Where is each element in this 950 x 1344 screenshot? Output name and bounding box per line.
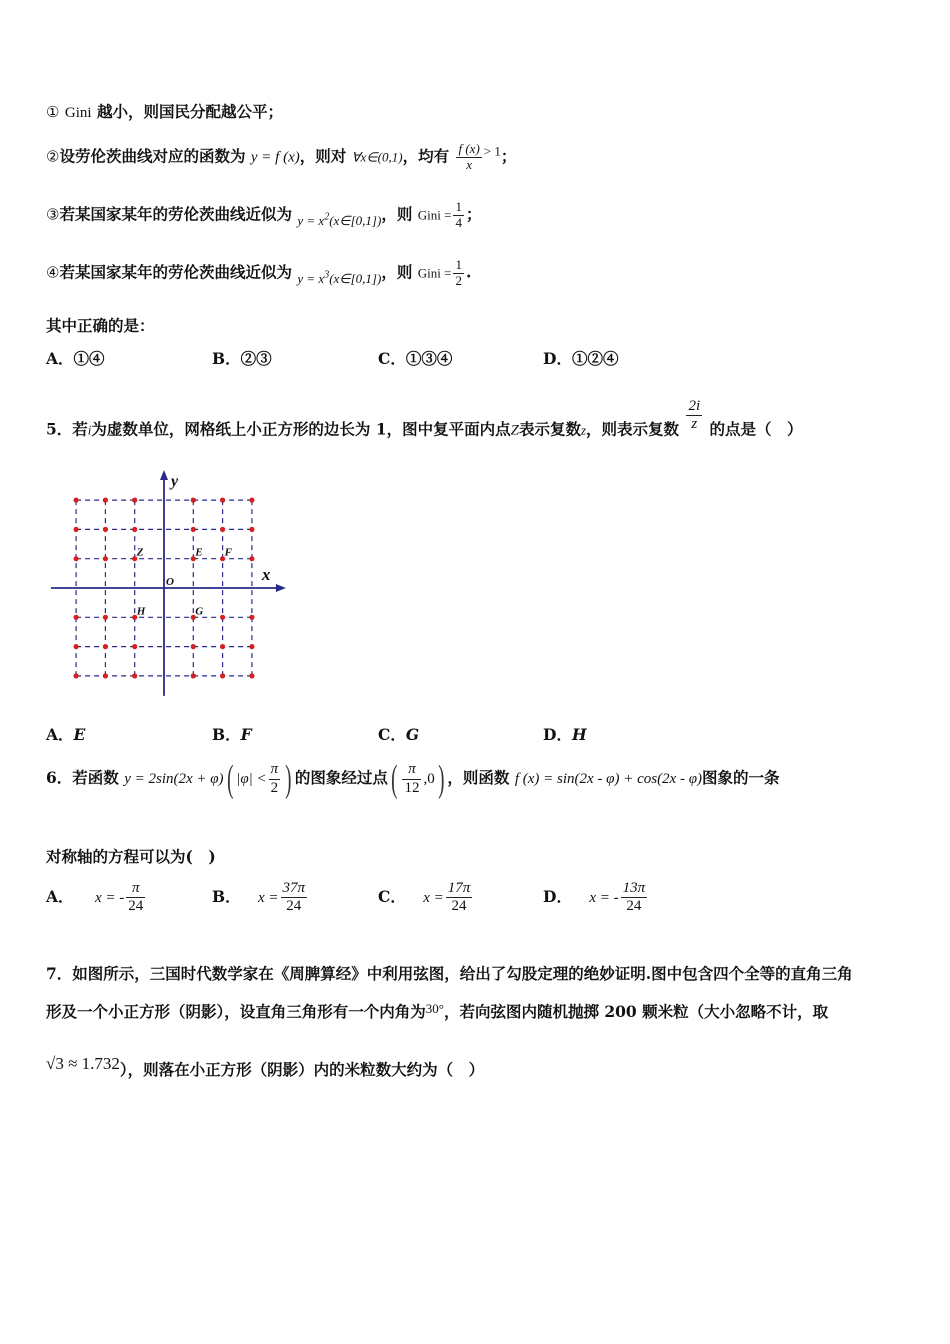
q4-choice-d[interactable]: D．①②④ [543,349,619,368]
grid-dot [132,644,137,649]
q5-math-i: i [87,422,92,438]
grid-dot [191,673,196,678]
q6-stem [46,760,780,798]
s3-math-b: (x∈[0,1]) [329,213,382,229]
grid-dot [103,527,108,532]
s2-text-a: 设劳伦茨曲线对应的函数为 [59,146,246,166]
s3-math-a: y = x [297,213,325,229]
q5-frac-num: 2i [686,398,702,416]
q5-text-e: 的点是（ ） [709,419,803,439]
q5-d-val: H [571,725,587,744]
q4-choice-a[interactable]: A．①④ [46,349,105,368]
grid-dot [132,673,137,678]
q6-choice-d[interactable] [543,880,649,916]
point-label-z: Z [136,546,144,559]
left-paren-2: ( [390,758,398,800]
q4-statement-3 [46,200,481,231]
left-paren: ( [226,758,234,800]
q6-math-b: f (x) = sin(2x - φ) + cos(2x - φ) [514,771,703,787]
s3-math [297,213,381,228]
q6-d-fraction [621,880,648,916]
circled-3: ③ [46,207,60,224]
grid-dot [191,644,196,649]
q6-math-a: y = 2sin(2x + φ) [124,771,224,787]
x-axis-arrow [276,584,286,592]
grid-dot [220,527,225,532]
grid-dot [103,644,108,649]
q6-text-b: 的图象经过点 [294,768,388,787]
q7-line2-a: 形及一个小正方形（阴影），设直角三角形有一个内角为 [46,1002,426,1021]
q5-d-letter: D． [543,725,572,744]
q5-stem [46,398,803,439]
q6-b-fraction [281,880,308,916]
q5-fraction [686,398,702,434]
q6-b-letter: B． [212,886,241,906]
q4-prompt: 其中正确的是： [46,316,155,335]
q6-pt-tail: ,0 [423,771,435,787]
point-label-h: H [136,605,146,618]
q5-text-d: ，则表示复数 [586,419,680,439]
s2-math-b: ∀x∈(0,1) [351,149,403,165]
q5-choice-d[interactable] [543,723,587,745]
complex-plane-diagram [46,465,291,705]
q6-a-num: π [126,880,145,898]
q6-choice-a[interactable] [46,880,147,916]
s2-math-a: y = f (x) [250,149,300,166]
q5-choice-a[interactable] [46,723,85,745]
grid-dot [249,644,254,649]
grid-dot [103,498,108,503]
grid-dot [132,498,137,503]
q6-b-den: 24 [286,898,302,915]
point-label-f: F [224,546,232,559]
q6-cond-a: |φ| < [236,771,267,787]
grid-dot [103,556,108,561]
q4-choice-c[interactable]: C．①③④ [378,349,453,368]
q6-text-a: 6．若函数 [46,768,119,787]
s4-math [297,271,381,286]
grid-dot [220,615,225,620]
s3-text-c: ； [465,204,482,224]
q5-text-a: 5．若 [46,419,88,439]
grid-dot [103,673,108,678]
grid-dot [249,556,254,561]
q6-c-pre: x = [423,889,444,906]
q7-angle: 30° [425,1001,444,1016]
s2-text-c: ，均有 [402,146,450,166]
point-label-g: G [195,605,204,618]
q7-line-2 [46,1000,828,1022]
q6-c-fraction [446,880,473,916]
q6-text-d: 图象的一条 [702,768,780,787]
s3-fraction [453,200,464,231]
grid-dot [74,556,79,561]
s4-frac-num: 1 [455,257,462,272]
s3-exp: 2 [324,212,330,224]
circled-4: ④ [46,265,60,282]
q7-line3-b: ），则落在小正方形（阴影）内的米粒数大约为（ ） [119,1060,485,1079]
q6-point-fraction [402,761,421,797]
q5-math-z: z [580,422,587,438]
q6-choice-c[interactable] [378,880,474,916]
s2-fraction [456,142,481,173]
grid-dot [249,615,254,620]
grid-dot [132,527,137,532]
gini-math: Gini [64,105,92,121]
q5-choice-c[interactable] [378,723,419,745]
s4-frac-den: 2 [455,272,462,288]
q5-b-val: F [240,725,252,744]
circled-1: ① [46,105,60,121]
s4-math-a: y = x [297,271,325,287]
grid-dot [191,498,196,503]
grid-dot [74,498,79,503]
q7-line2-b: ，若向弦图内随机抛掷 200 颗米粒（大小忽略不计，取 [443,1002,829,1021]
q7-line-3 [46,1054,484,1080]
q6-d-num: 13π [621,880,648,898]
q7-sqrt3: √3 ≈ 1.732 [46,1054,120,1073]
q6-c-letter: C． [378,886,406,906]
s3-math-c: Gini = [417,207,452,223]
q6-a-letter: A． [46,886,74,906]
q4-statement-4 [46,258,471,289]
s3-frac-num: 1 [455,199,462,214]
q5-c-letter: C． [378,725,406,744]
q5-choice-b[interactable] [212,723,252,745]
s3-frac-den: 4 [455,214,462,230]
s3-text-a: 若某国家某年的劳伦茨曲线近似为 [59,204,292,224]
s4-exp: 3 [324,270,330,282]
q6-a-den: 24 [128,898,144,915]
y-axis-label: y [171,473,179,490]
q4-statement-1 [46,100,283,122]
q6-pt-num: π [402,761,421,779]
grid-dot [74,527,79,532]
q6-b-num: 37π [281,880,308,898]
s4-text-a: 若某国家某年的劳伦茨曲线近似为 [59,262,292,282]
right-paren: ) [285,758,292,800]
q6-cond-den: 2 [270,779,279,796]
q5-text-b: 为虚数单位，网格纸上小正方形的边长为 1，图中复平面内点 [91,419,511,439]
q6-text-c: ，则函数 [447,768,510,787]
grid-dot [74,673,79,678]
q6-d-letter: D． [543,886,572,906]
q6-c-den: 24 [451,898,467,915]
q5-b-letter: B． [212,725,241,744]
right-paren-2: ) [437,758,445,800]
q6-b-pre: x = [258,889,279,906]
y-axis-arrow [160,470,168,480]
q6-a-fraction [126,880,145,916]
grid-dot [249,527,254,532]
s2-math-c: > 1 [483,143,501,159]
s4-math-c: Gini = [417,265,452,281]
s2-frac-den: x [466,156,473,172]
x-axis-label: x [261,565,271,584]
origin-label: O [166,576,174,588]
grid-dot [249,498,254,503]
q5-text-c: 表示复数 [518,419,581,439]
grid-dot [220,673,225,678]
q7-line-1: 7．如图所示，三国时代数学家在《周脾算经》中利用弦图，给出了勾股定理的绝妙证明.图中包含四个全等的直角三角 [46,964,853,983]
q5-a-letter: A． [46,725,74,744]
q6-cond-fraction [269,761,281,797]
circled-2: ② [46,149,60,166]
point-label-e: E [195,546,203,559]
s4-text-b: ，则 [381,262,413,282]
q6-c-num: 17π [446,880,473,898]
s2-frac-num: f (x) [458,141,480,156]
q6-pt-den: 12 [404,779,420,796]
q6-line-2: 对称轴的方程可以为( ) [46,847,216,866]
point-labels [136,473,271,617]
grid-dot [74,615,79,620]
s4-fraction [453,258,464,289]
s2-text-b: ，则对 [299,146,347,166]
s4-text-c: . [465,262,472,282]
grid-dot [249,673,254,678]
q6-d-pre: x = - [589,889,619,906]
q4-choice-b[interactable]: B．②③ [212,349,272,368]
grid-dot [220,644,225,649]
q5-frac-den: z [691,416,698,433]
grid-dot [220,498,225,503]
q5-math-Z: Z [510,422,519,439]
s2-text-d: ； [500,146,517,166]
q6-cond-num: π [269,761,281,779]
q5-c-val: G [405,725,420,744]
q5-a-val: E [73,725,86,744]
q6-choice-b[interactable] [212,880,309,916]
s4-math-b: (x∈[0,1]) [329,271,382,287]
q6-d-den: 24 [626,898,642,915]
grid-dot [74,644,79,649]
q4-statement-2 [46,142,516,173]
s1-text: 越小，则国民分配越公平； [96,102,283,121]
s3-text-b: ，则 [381,204,413,224]
grid-dot [103,615,108,620]
grid-dot [191,527,196,532]
q6-a-pre: x = - [94,889,125,906]
